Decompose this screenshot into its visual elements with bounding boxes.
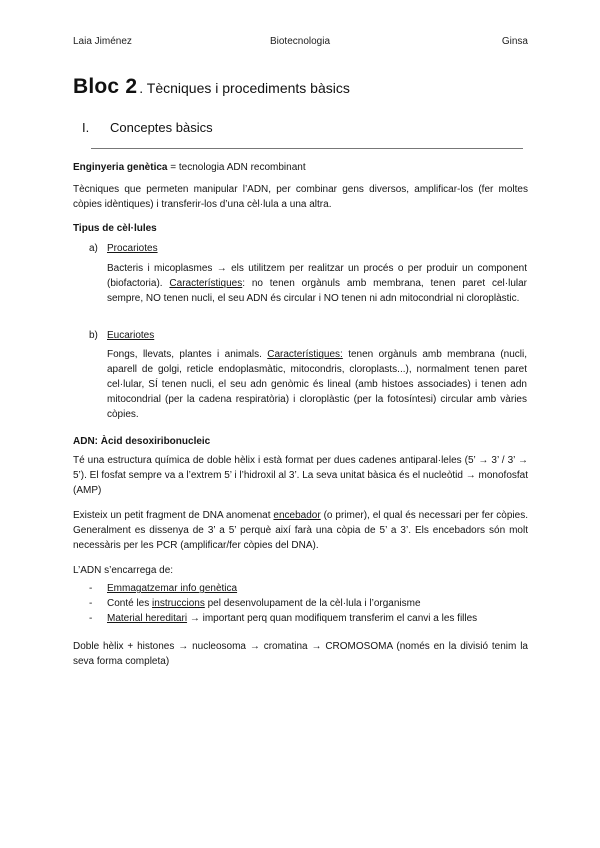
bullet-item (107, 582, 237, 596)
bullet-term: instruccions (152, 598, 205, 609)
enginyeria-term: Enginyeria genètica (73, 162, 168, 173)
bullet-pre: Conté les (107, 598, 153, 609)
eucariotes-text: tenen orgànuls amb membrana (nucli, aparell de golgi, reticle endoplasmàtic, mitocondris, cloroplasts...), normalment tenen paret cel·lular, SÍ tenen nucli, el seu adn genòmic és lineal (amb histoes associades) i tenen adn mitocondrial (per la cadena respiratòria) i cloroplàstic (per la fotosíntesi) circular amb vàries còpies. (107, 349, 527, 420)
adn-p2-end: (o primer), el qual és necessari per fer còpies. Generalment es dissenya de 3’ a 5’ perquè així farà una còpia de 5’ a 3’. Els encebadors són molt necessàris per les PCR (amplificar/fer còpies del DNA). (73, 510, 528, 551)
enginyeria-description: Tècniques que permeten manipular l’ADN, per combinar gens diversos, amplificar-los (fer moltes còpies idèntiques) i transferir-los d’una cèl·lula a una altra. (73, 184, 528, 210)
title-bloc: Bloc 2 (73, 75, 138, 98)
procariotes-marker: a) (89, 243, 98, 254)
adn-paragraph-2 (73, 508, 528, 553)
procariotes-title: Procariotes (107, 243, 158, 254)
bullet-item (107, 612, 477, 626)
header-author: Laia Jiménez (73, 36, 132, 47)
eucariotes-char-label: Característiques: (267, 349, 343, 360)
procariotes-intro: Bacteris i micoplasmes → els utilitzem per realitzar un procés o per produir un component (biofactoria). (107, 263, 527, 289)
header-subject: Biotecnologia (269, 36, 331, 47)
tipus-heading: Tipus de cèl·lules (73, 223, 157, 234)
section-divider (91, 148, 523, 149)
eucariotes-intro: Fongs, llevats, plantes i animals. (107, 349, 268, 360)
section-number: I. (82, 120, 90, 135)
encebador-term: encebador (273, 510, 321, 521)
bullet-post: → important perq quan modifiquem transferim el canvi a les filles (187, 613, 478, 624)
procariotes-body (107, 261, 527, 306)
procariotes-char-label: Característiques (169, 278, 243, 289)
enginyeria-definition (73, 160, 528, 175)
section-label: Conceptes bàsics (110, 120, 213, 135)
bullet-dash: - (89, 613, 93, 624)
procariotes-text: : no tenen orgànuls amb membrana, tenen paret cel·lular sempre, NO tenen nucli, el seu ADN és circular i NO tenen ni adn mitocondrial ni cloroplàstic. (107, 278, 527, 304)
bullet-term: Emmagatzemar info genètica (107, 583, 238, 594)
page-title (73, 75, 350, 99)
title-text: . Tècniques i procediments bàsics (139, 80, 350, 96)
bullet-post: pel desenvolupament de la cèl·lula i l’organisme (204, 598, 421, 609)
enginyeria-def-text: = tecnologia ADN recombinant (167, 162, 306, 173)
adn-heading: ADN: Àcid desoxiribonucleic (73, 436, 211, 447)
bullet-dash: - (89, 583, 93, 594)
adn-paragraph-1: Té una estructura química de doble hèlix i està format per dues cadenes antiparal·leles (5’ → 3’ / 3’ → 5’). El fosfat sempre va a l’extrem 5’ i l’hidroxil al 3’. La seva unitat bàsica és el nucleòtid → monofosfat (AMP) (73, 455, 528, 496)
section-heading (82, 120, 213, 135)
eucariotes-marker: b) (89, 330, 98, 341)
bullet-item (107, 597, 421, 611)
header-school: Ginsa (501, 36, 528, 47)
bullet-dash: - (89, 598, 93, 609)
adn-p2-start: Existeix un petit fragment de DNA anomenat (73, 510, 274, 521)
eucariotes-title: Eucariotes (107, 330, 155, 341)
adn-encarrega: L’ADN s’encarrega de: (73, 565, 174, 576)
adn-final: Doble hèlix + histones → nucleosoma → cromatina → CROMOSOMA (només en la divisió tenim la seva forma completa) (73, 641, 528, 667)
bullet-term: Material hereditari (107, 613, 188, 624)
eucariotes-body (107, 347, 527, 422)
